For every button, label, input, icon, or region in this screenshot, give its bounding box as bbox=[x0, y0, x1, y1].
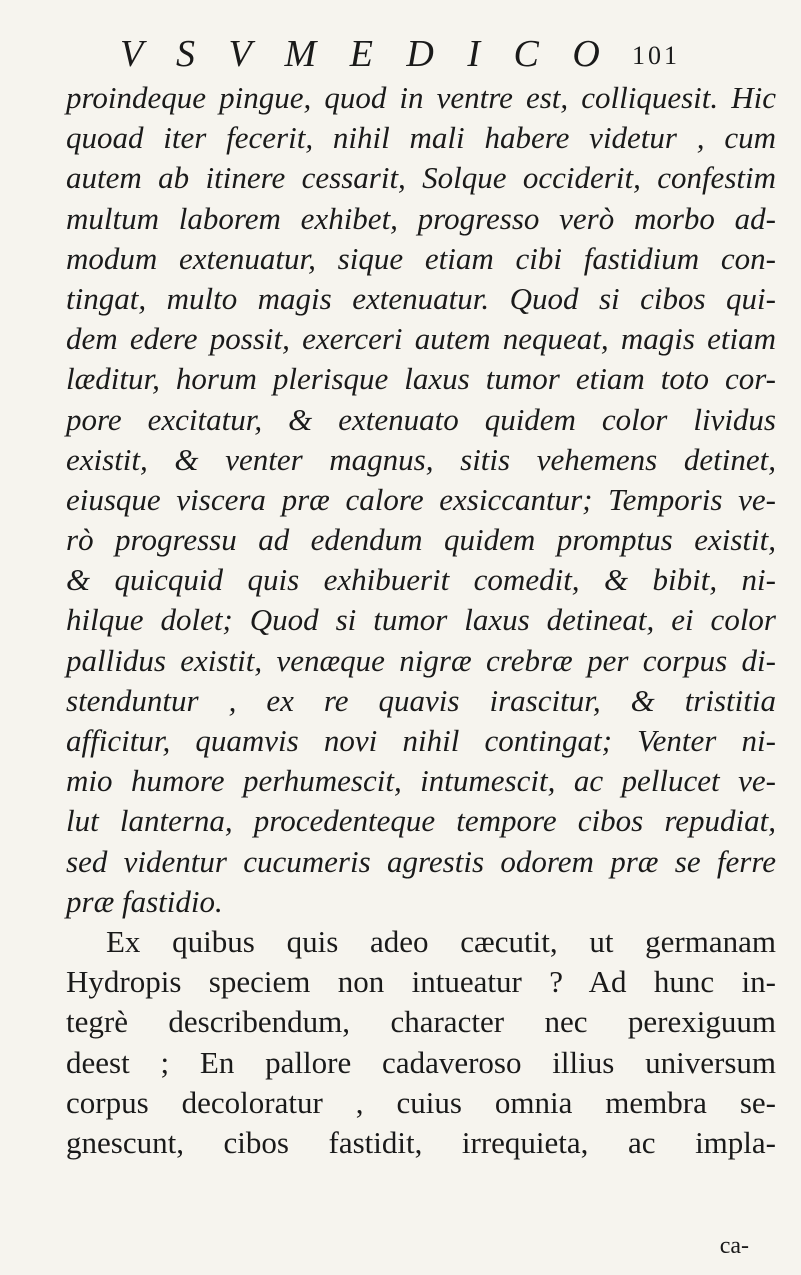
text-line: stenduntur , ex re quavis irascitur, & tristitia bbox=[66, 682, 776, 718]
text-line: autem ab itinere cessarit, Solque occiderit, confestim bbox=[66, 160, 776, 196]
text-line: modum extenuatur, sique etiam cibi fastidium con- bbox=[66, 240, 776, 276]
text-line: quoad iter fecerit, nihil mali habere videtur , cum bbox=[66, 120, 776, 156]
text-line: tingat, multo magis extenuatur. Quod si cibos qui- bbox=[66, 280, 776, 316]
catchword: ca- bbox=[719, 1233, 749, 1259]
text-line: præ fastidio. bbox=[66, 883, 223, 919]
page-number: 101 bbox=[632, 41, 680, 70]
text-line: eiusque viscera præ calore exsiccantur; Temporis ve- bbox=[66, 481, 776, 517]
running-title: V S V M E D I C O bbox=[120, 33, 612, 75]
text-line: tegrè describendum, character nec perexiguum bbox=[66, 1004, 776, 1040]
text-line: pallidus existit, venæque nigræ crebræ per corpus di- bbox=[66, 642, 776, 678]
text-line: existit, & venter magnus, sitis vehemens detinet, bbox=[66, 441, 776, 477]
text-line: gnescunt, cibos fastidit, irrequieta, ac impla- bbox=[66, 1124, 776, 1160]
body-text bbox=[66, 78, 776, 1163]
text-line: dem edere possit, exerceri autem nequeat, magis etiam bbox=[66, 321, 776, 357]
text-line: multum laborem exhibet, progresso verò morbo ad- bbox=[66, 200, 776, 236]
text-line: læditur, horum plerisque laxus tumor etiam toto cor- bbox=[66, 361, 776, 397]
text-line: pore excitatur, & extenuato quidem color lividus bbox=[66, 401, 776, 437]
running-head bbox=[120, 32, 680, 76]
text-line: & quicquid quis exhibuerit comedit, & bibit, ni- bbox=[66, 562, 776, 598]
text-line: Hydropis speciem non intueatur ? Ad hunc in- bbox=[66, 964, 776, 1000]
text-line: proindeque pingue, quod in ventre est, colliquesit. Hic bbox=[66, 80, 776, 115]
text-line: mio humore perhumescit, intumescit, ac pellucet ve- bbox=[66, 763, 776, 799]
text-line: afficitur, quamvis novi nihil contingat; Venter ni- bbox=[66, 723, 776, 758]
text-line: deest ; En pallore cadaveroso illius universum bbox=[66, 1044, 776, 1080]
text-line: Ex quibus quis adeo cæcutit, ut germanam bbox=[106, 923, 776, 959]
text-line: lut lanterna, procedenteque tempore cibos repudiat, bbox=[66, 803, 776, 839]
text-line: hilque dolet; Quod si tumor laxus detineat, ei color bbox=[66, 602, 776, 638]
text-line: corpus decoloratur , cuius omnia membra se- bbox=[66, 1084, 776, 1120]
text-line: rò progressu ad edendum quidem promptus existit, bbox=[66, 522, 776, 558]
text-line: sed videntur cucumeris agrestis odorem præ se ferre bbox=[66, 843, 776, 879]
